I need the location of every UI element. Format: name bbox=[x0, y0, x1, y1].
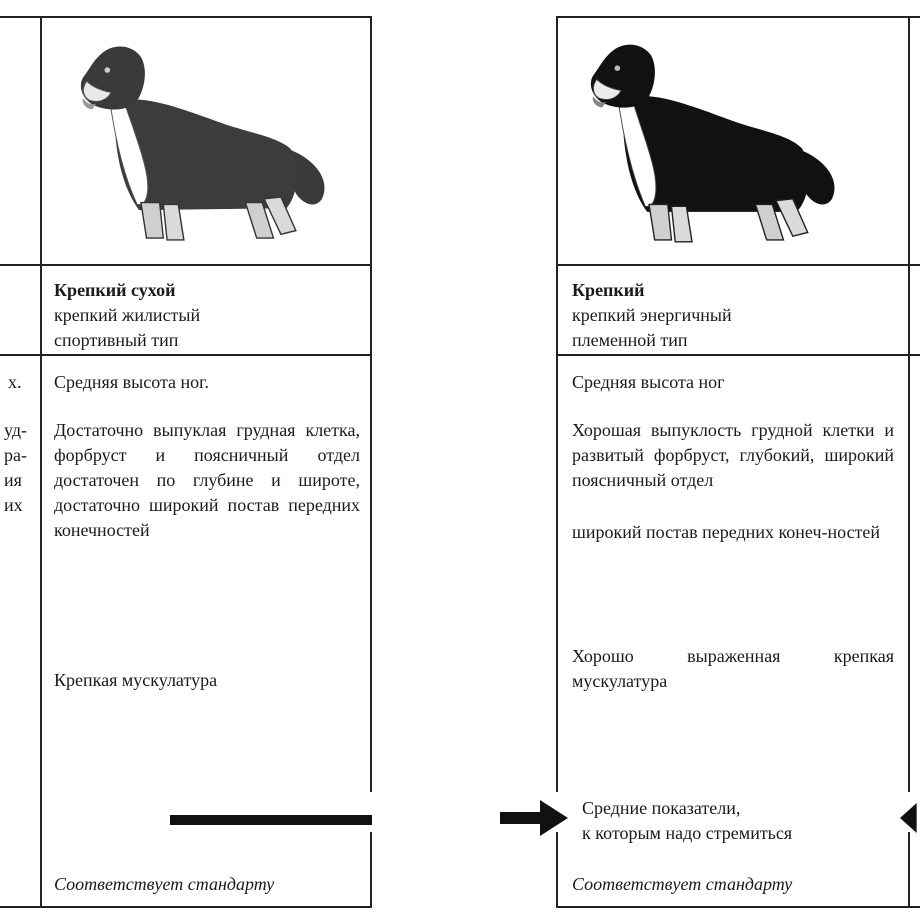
right-chest-text: Хорошая выпуклость грудной клетки и развитый форбруст, глубокий, широкий поясничный отдел bbox=[572, 420, 894, 490]
right-chest-text-2: широкий постав передних конеч-ностей bbox=[572, 522, 881, 542]
cut-fragment: их bbox=[4, 495, 23, 515]
right-table-row-line-2 bbox=[556, 354, 920, 356]
left-table-border-right-lower bbox=[370, 832, 372, 908]
right-table-divider-right bbox=[908, 16, 910, 792]
left-table-top-border bbox=[0, 16, 372, 18]
right-table-top-border bbox=[556, 16, 920, 18]
left-table-bottom-border bbox=[0, 906, 372, 908]
cut-fragment: ра- bbox=[4, 445, 27, 465]
left-chest-text: Достаточно выпуклая грудная клетка, форбруст и поясничный отдел достаточен по глубине и широте, достаточно широкий постав передних конечностей bbox=[54, 420, 360, 540]
right-muscles-text: Хорошо выраженная крепкая мускулатура bbox=[572, 646, 894, 691]
right-table-row-line-1 bbox=[556, 264, 920, 266]
callout-left-bar bbox=[170, 815, 372, 825]
left-type-subtitle-2: спортивный тип bbox=[54, 330, 179, 350]
left-table-row-line-2 bbox=[0, 354, 372, 356]
callout-line-1: Средние показатели, bbox=[582, 798, 741, 818]
right-table-border-left-lower bbox=[556, 832, 558, 908]
dog-illustration-right bbox=[580, 38, 860, 244]
right-table-border-left bbox=[556, 16, 558, 792]
callout-text bbox=[582, 796, 902, 846]
right-type-heading bbox=[572, 278, 894, 353]
right-type-title: Крепкий bbox=[572, 280, 645, 300]
left-table-row-line-1 bbox=[0, 264, 372, 266]
left-type-title: Крепкий сухой bbox=[54, 280, 176, 300]
right-legs-text: Средняя высота ног bbox=[572, 372, 725, 392]
left-table-divider-left bbox=[40, 16, 42, 908]
left-type-heading bbox=[54, 278, 360, 353]
cut-fragment: уд- bbox=[4, 420, 28, 440]
right-type-subtitle-1: крепкий энергичный bbox=[572, 305, 732, 325]
right-type-subtitle-2: племенной тип bbox=[572, 330, 688, 350]
cut-fragment: х. bbox=[8, 372, 22, 392]
left-verdict-text: Соответствует стандарту bbox=[54, 874, 275, 894]
left-type-subtitle-1: крепкий жилистый bbox=[54, 305, 201, 325]
right-table-bottom-border bbox=[556, 906, 920, 908]
right-table-divider-right-lower bbox=[908, 832, 910, 908]
dog-illustration-left bbox=[70, 38, 350, 244]
right-arrow-icon bbox=[500, 798, 570, 838]
left-arrow-icon bbox=[900, 798, 920, 838]
left-legs-text: Средняя высота ног. bbox=[54, 372, 210, 392]
right-verdict-text: Соответствует стандарту bbox=[572, 874, 793, 894]
left-table-border-right bbox=[370, 16, 372, 792]
cut-fragment: ия bbox=[4, 470, 22, 490]
callout-line-2: к которым надо стремиться bbox=[582, 823, 793, 843]
left-muscles-text: Крепкая мускулатура bbox=[54, 670, 218, 690]
